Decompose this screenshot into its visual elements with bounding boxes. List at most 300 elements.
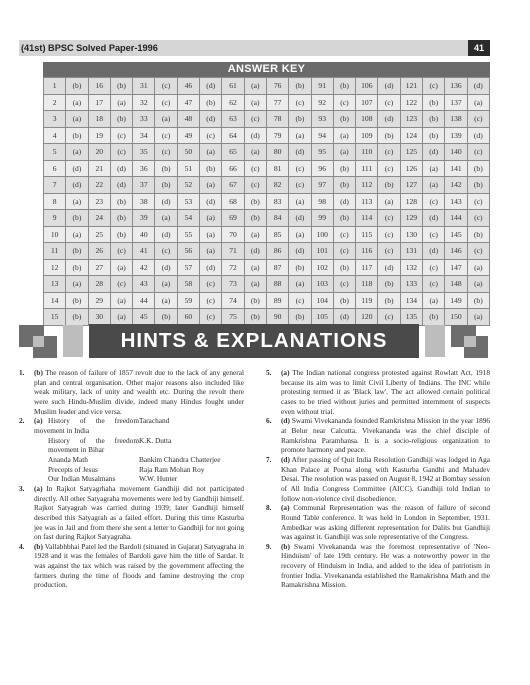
answer-cell: (d) <box>333 193 355 210</box>
answer-cell: (a) <box>155 210 177 227</box>
answer-cell: (d) <box>155 259 177 276</box>
question-number-cell: 106 <box>356 78 378 95</box>
answer-option: (a) <box>34 483 43 493</box>
question-number-cell: 4 <box>44 127 66 144</box>
page-number: 41 <box>468 40 490 56</box>
answer-cell: (d) <box>244 243 266 260</box>
answer-key-row <box>44 210 490 227</box>
question-number-cell: 48 <box>177 111 199 128</box>
answer-key-title: ANSWER KEY <box>43 62 490 77</box>
question-number-cell: 11 <box>44 243 66 260</box>
answer-cell: (b) <box>467 177 489 194</box>
question-number-cell: 75 <box>222 309 244 326</box>
answer-cell: (b) <box>155 309 177 326</box>
answer-cell: (b) <box>66 292 88 309</box>
section-title: HINTS & EXPLANATIONS <box>89 324 419 358</box>
answer-cell: (c) <box>155 243 177 260</box>
answer-cell: (a) <box>244 226 266 243</box>
explanation-item <box>266 368 490 416</box>
answer-option: (b) <box>34 541 43 551</box>
question-number-cell: 72 <box>222 259 244 276</box>
question-number-cell: 24 <box>88 210 110 227</box>
question-number-cell: 98 <box>311 193 333 210</box>
answer-cell: (d) <box>200 78 222 95</box>
answer-cell: (b) <box>333 177 355 194</box>
question-number-cell: 40 <box>133 226 155 243</box>
answer-cell: (c) <box>110 276 132 293</box>
question-number-cell: 7 <box>44 177 66 194</box>
question-number-cell: 35 <box>133 144 155 161</box>
question-number-cell: 3 <box>44 111 66 128</box>
answer-cell: (d) <box>289 243 311 260</box>
question-number-cell: 93 <box>311 111 333 128</box>
answer-cell: (b) <box>467 292 489 309</box>
answer-cell: (d) <box>378 111 400 128</box>
pair-right: K.K. Dutta <box>139 435 172 445</box>
answer-cell: (b) <box>110 193 132 210</box>
answer-cell: (c) <box>155 127 177 144</box>
question-number-cell: 54 <box>177 210 199 227</box>
answer-cell: (a) <box>467 259 489 276</box>
answer-key-row <box>44 243 490 260</box>
question-number-cell: 25 <box>88 226 110 243</box>
question-number-cell: 138 <box>445 111 467 128</box>
question-number-cell: 114 <box>356 210 378 227</box>
answer-cell: (c) <box>378 160 400 177</box>
answer-cell: (a) <box>378 193 400 210</box>
answer-cell: (d) <box>200 111 222 128</box>
question-number: 5. <box>266 368 272 377</box>
question-number-cell: 20 <box>88 144 110 161</box>
explanation-item <box>19 368 244 416</box>
answer-cell: (d) <box>244 127 266 144</box>
answer-cell: (c) <box>110 243 132 260</box>
answer-option: (d) <box>281 416 290 426</box>
match-pairs <box>34 416 244 484</box>
answer-cell: (a) <box>423 160 445 177</box>
answer-cell: (d) <box>378 259 400 276</box>
answer-cell: (b) <box>423 94 445 111</box>
question-number-cell: 111 <box>356 160 378 177</box>
answer-cell: (b) <box>66 78 88 95</box>
question-number-cell: 51 <box>177 160 199 177</box>
answer-cell: (d) <box>467 78 489 95</box>
question-number-cell: 116 <box>356 243 378 260</box>
answer-cell: (b) <box>200 94 222 111</box>
answer-cell: (a) <box>155 111 177 128</box>
answer-cell: (b) <box>244 210 266 227</box>
answer-cell: (c) <box>200 127 222 144</box>
question-number: 1. <box>19 368 25 377</box>
question-number-cell: 130 <box>400 226 422 243</box>
question-number-cell: 112 <box>356 177 378 194</box>
answer-cell: (a) <box>467 309 489 326</box>
answer-cell: (a) <box>66 226 88 243</box>
question-number-cell: 94 <box>311 127 333 144</box>
answer-option: (b) <box>34 368 43 377</box>
answer-cell: (a) <box>289 127 311 144</box>
decor-square <box>63 325 83 357</box>
pair-right: Raja Ram Mohan Roy <box>139 464 205 474</box>
question-number-cell: 13 <box>44 276 66 293</box>
question-number-cell: 142 <box>445 177 467 194</box>
question-number-cell: 132 <box>400 259 422 276</box>
question-number-cell: 18 <box>88 111 110 128</box>
question-number-cell: 68 <box>222 193 244 210</box>
answer-cell: (c) <box>155 144 177 161</box>
question-number-cell: 97 <box>311 177 333 194</box>
section-banner <box>19 322 490 360</box>
question-number-cell: 58 <box>177 276 199 293</box>
question-number-cell: 92 <box>311 94 333 111</box>
question-number-cell: 134 <box>400 292 422 309</box>
decor-square <box>33 336 44 347</box>
answer-cell: (d) <box>289 210 311 227</box>
answer-cell: (b) <box>333 210 355 227</box>
answer-cell: (a) <box>200 243 222 260</box>
question-number-cell: 146 <box>445 243 467 260</box>
answer-cell: (b) <box>66 127 88 144</box>
question-number-cell: 5 <box>44 144 66 161</box>
answer-option: (a) <box>34 416 43 426</box>
question-number: 8. <box>266 503 272 513</box>
question-number-cell: 21 <box>88 160 110 177</box>
answer-cell: (b) <box>333 259 355 276</box>
question-number-cell: 69 <box>222 210 244 227</box>
answer-cell: (b) <box>110 78 132 95</box>
question-number: 4. <box>19 541 25 551</box>
question-number-cell: 90 <box>266 309 288 326</box>
answer-cell: (c) <box>244 160 266 177</box>
question-number-cell: 23 <box>88 193 110 210</box>
question-number-cell: 129 <box>400 210 422 227</box>
question-number-cell: 28 <box>88 276 110 293</box>
question-number-cell: 9 <box>44 210 66 227</box>
answer-cell: (b) <box>378 127 400 144</box>
question-number-cell: 44 <box>133 292 155 309</box>
question-number-cell: 56 <box>177 243 199 260</box>
question-number: 3. <box>19 483 25 493</box>
answer-cell: (a) <box>244 94 266 111</box>
question-number-cell: 15 <box>44 309 66 326</box>
explanation-text: Communal Representation was the reason of failure of second Round Table conference. It was held in London in September, 1931. Ambedkar was asking different representation for Dalits but Gandhiji was against it. Gandhiji was sole representative of the Congress. <box>281 503 491 542</box>
question-number-cell: 46 <box>177 78 199 95</box>
question-number-cell: 149 <box>445 292 467 309</box>
answer-cell: (b) <box>467 226 489 243</box>
question-number-cell: 133 <box>400 276 422 293</box>
answer-cell: (d) <box>333 309 355 326</box>
pair-left: Precepts of Jesus <box>48 464 98 474</box>
question-number-cell: 80 <box>266 144 288 161</box>
explanation-item <box>19 542 244 590</box>
answer-cell: (a) <box>244 259 266 276</box>
question-number-cell: 104 <box>311 292 333 309</box>
answer-cell: (a) <box>66 193 88 210</box>
answer-option: (a) <box>281 503 290 513</box>
question-number-cell: 144 <box>445 210 467 227</box>
explanation-text: After passing of Quit India Resolution Gandhiji was lodged in Aga Khan Palace at Poona along with Kasturba Gandhi and Mahadev Desai. The resolution was passed on August 8, 1942 at Bombay session of All India Congress Committee (AICC). Gandhiji told Indian to follow non-violence civil disobedience. <box>281 454 491 503</box>
answer-cell: (c) <box>467 144 489 161</box>
question-number-cell: 89 <box>266 292 288 309</box>
question-number-cell: 41 <box>133 243 155 260</box>
answer-cell: (a) <box>244 276 266 293</box>
question-number-cell: 150 <box>445 309 467 326</box>
answer-cell: (b) <box>333 111 355 128</box>
question-number-cell: 79 <box>266 127 288 144</box>
question-number-cell: 63 <box>222 111 244 128</box>
question-number-cell: 33 <box>133 111 155 128</box>
answer-cell: (b) <box>423 111 445 128</box>
question-number-cell: 43 <box>133 276 155 293</box>
question-number-cell: 19 <box>88 127 110 144</box>
answer-cell: (c) <box>289 292 311 309</box>
question-number-cell: 85 <box>266 226 288 243</box>
question-number-cell: 100 <box>311 226 333 243</box>
explanation-text: Swami Vivekananda was the foremost representative of 'Neo-Hinduism' of late 19th century. He was a noteworthy power in the recovery of Hinduism in India, and added to the idea of patriotism in frontier India. Vivekananda established the Ramakrishna Math and the Ramakrishna Mission. <box>281 541 490 590</box>
answer-key-row <box>44 276 490 293</box>
answer-cell: (a) <box>244 78 266 95</box>
question-number-cell: 27 <box>88 259 110 276</box>
question-number-cell: 14 <box>44 292 66 309</box>
answer-cell: (c) <box>333 226 355 243</box>
question-number-cell: 37 <box>133 177 155 194</box>
question-number-cell: 118 <box>356 276 378 293</box>
question-number-cell: 119 <box>356 292 378 309</box>
answer-cell: (a) <box>289 226 311 243</box>
question-number-cell: 99 <box>311 210 333 227</box>
answer-cell: (a) <box>110 292 132 309</box>
question-number-cell: 42 <box>133 259 155 276</box>
answer-option: (d) <box>281 454 290 464</box>
question-number-cell: 36 <box>133 160 155 177</box>
answer-cell: (c) <box>200 276 222 293</box>
answer-cell: (c) <box>200 292 222 309</box>
answer-cell: (c) <box>110 144 132 161</box>
question-number-cell: 113 <box>356 193 378 210</box>
pair-right: Bankim Chandra Chatterjee <box>139 454 221 464</box>
answer-cell: (d) <box>155 226 177 243</box>
question-number-cell: 147 <box>445 259 467 276</box>
explanation-item <box>266 455 490 503</box>
answer-cell: (d) <box>66 160 88 177</box>
pair-left: Ananda Math <box>48 454 88 464</box>
question-number-cell: 81 <box>266 160 288 177</box>
answer-cell: (a) <box>467 94 489 111</box>
answer-cell: (a) <box>244 144 266 161</box>
answer-key-table <box>43 77 490 326</box>
answer-cell: (a) <box>333 127 355 144</box>
decor-square <box>464 336 476 347</box>
pair-left: Our Indian Musalmans <box>48 474 116 484</box>
answer-cell: (d) <box>200 193 222 210</box>
question-number-cell: 34 <box>133 127 155 144</box>
question-number-cell: 87 <box>266 259 288 276</box>
answer-cell: (c) <box>423 259 445 276</box>
question-number-cell: 86 <box>266 243 288 260</box>
question-number-cell: 88 <box>266 276 288 293</box>
answer-cell: (c) <box>378 210 400 227</box>
answer-cell: (a) <box>423 292 445 309</box>
answer-cell: (b) <box>378 177 400 194</box>
answer-cell: (b) <box>110 111 132 128</box>
question-number-cell: 38 <box>133 193 155 210</box>
answer-cell: (b) <box>155 177 177 194</box>
question-number-cell: 47 <box>177 94 199 111</box>
question-number-cell: 108 <box>356 111 378 128</box>
question-number: 7. <box>266 454 272 464</box>
answer-key-row <box>44 292 490 309</box>
question-number-cell: 12 <box>44 259 66 276</box>
answer-cell: (c) <box>423 276 445 293</box>
pair-right: W.W. Hunter <box>139 474 178 484</box>
answer-cell: (b) <box>66 259 88 276</box>
question-number-cell: 101 <box>311 243 333 260</box>
answer-cell: (b) <box>423 309 445 326</box>
question-number-cell: 121 <box>400 78 422 95</box>
question-number-cell: 135 <box>400 309 422 326</box>
question-number-cell: 32 <box>133 94 155 111</box>
answer-key <box>43 62 490 326</box>
question-number-cell: 127 <box>400 177 422 194</box>
answer-cell: (a) <box>66 144 88 161</box>
pair-left: History of the freedom movement in Bihar <box>48 435 139 455</box>
question-number-cell: 126 <box>400 160 422 177</box>
answer-cell: (c) <box>333 243 355 260</box>
answer-cell: (a) <box>423 177 445 194</box>
answer-cell: (b) <box>244 292 266 309</box>
question-number-cell: 30 <box>88 309 110 326</box>
answer-cell: (a) <box>467 276 489 293</box>
answer-cell: (a) <box>110 94 132 111</box>
answer-cell: (b) <box>378 292 400 309</box>
question-number-cell: 125 <box>400 144 422 161</box>
answer-cell: (b) <box>378 276 400 293</box>
explanation-item <box>266 503 490 542</box>
answer-cell: (c) <box>244 177 266 194</box>
question-number-cell: 8 <box>44 193 66 210</box>
answer-cell: (c) <box>110 127 132 144</box>
answer-cell: (a) <box>289 276 311 293</box>
question-number-cell: 22 <box>88 177 110 194</box>
answer-cell: (d) <box>66 177 88 194</box>
answer-key-row <box>44 127 490 144</box>
question-number: 9. <box>266 541 272 551</box>
answer-cell: (c) <box>423 193 445 210</box>
answer-cell: (c) <box>467 111 489 128</box>
answer-cell: (d) <box>423 144 445 161</box>
answer-key-row <box>44 177 490 194</box>
question-number-cell: 96 <box>311 160 333 177</box>
question-number-cell: 83 <box>266 193 288 210</box>
answer-cell: (d) <box>467 127 489 144</box>
answer-cell: (a) <box>155 292 177 309</box>
answer-cell: (c) <box>289 160 311 177</box>
question-number-cell: 49 <box>177 127 199 144</box>
answer-cell: (a) <box>289 193 311 210</box>
question-number-cell: 109 <box>356 127 378 144</box>
answer-key-row <box>44 226 490 243</box>
question-number-cell: 143 <box>445 193 467 210</box>
question-number-cell: 74 <box>222 292 244 309</box>
answer-cell: (c) <box>378 243 400 260</box>
answer-cell: (b) <box>66 309 88 326</box>
answer-cell: (b) <box>66 243 88 260</box>
answer-cell: (b) <box>200 160 222 177</box>
answer-cell: (c) <box>423 226 445 243</box>
question-number-cell: 57 <box>177 259 199 276</box>
decor-square <box>425 325 445 357</box>
answer-cell: (c) <box>467 193 489 210</box>
question-number-cell: 110 <box>356 144 378 161</box>
question-number-cell: 52 <box>177 177 199 194</box>
question-number-cell: 136 <box>445 78 467 95</box>
question-number-cell: 66 <box>222 160 244 177</box>
answer-cell: (b) <box>467 160 489 177</box>
question-number-cell: 17 <box>88 94 110 111</box>
question-number-cell: 91 <box>311 78 333 95</box>
answer-cell: (a) <box>110 309 132 326</box>
question-number-cell: 71 <box>222 243 244 260</box>
question-number-cell: 6 <box>44 160 66 177</box>
answer-cell: (d) <box>378 78 400 95</box>
question-number-cell: 73 <box>222 276 244 293</box>
question-number-cell: 60 <box>177 309 199 326</box>
answer-cell: (d) <box>155 193 177 210</box>
explanation-item <box>266 542 490 590</box>
answer-key-row <box>44 111 490 128</box>
answer-cell: (a) <box>66 276 88 293</box>
answer-cell: (d) <box>110 177 132 194</box>
page-header <box>19 40 490 56</box>
answer-cell: (c) <box>467 210 489 227</box>
question-number-cell: 103 <box>311 276 333 293</box>
question-number-cell: 137 <box>445 94 467 111</box>
explanations-right-column <box>266 368 490 590</box>
question-number-cell: 84 <box>266 210 288 227</box>
answer-cell: (c) <box>244 111 266 128</box>
answer-key-row <box>44 193 490 210</box>
answer-cell: (a) <box>200 177 222 194</box>
explanation-item <box>19 484 244 542</box>
question-number-cell: 145 <box>445 226 467 243</box>
question-number-cell: 105 <box>311 309 333 326</box>
answer-option: (a) <box>281 368 290 377</box>
question-number-cell: 62 <box>222 94 244 111</box>
answer-cell: (b) <box>110 226 132 243</box>
answer-cell: (b) <box>244 193 266 210</box>
answer-cell: (a) <box>66 94 88 111</box>
answer-cell: (c) <box>333 276 355 293</box>
question-number-cell: 16 <box>88 78 110 95</box>
answer-cell: (b) <box>333 292 355 309</box>
question-number-cell: 10 <box>44 226 66 243</box>
question-number-cell: 141 <box>445 160 467 177</box>
question-number-cell: 140 <box>445 144 467 161</box>
question-number: 2. <box>19 416 25 426</box>
answer-cell: (b) <box>244 309 266 326</box>
pair-right: Tarachand <box>139 416 170 426</box>
explanation-item <box>266 416 490 455</box>
question-number-cell: 124 <box>400 127 422 144</box>
answer-cell: (b) <box>333 160 355 177</box>
answer-cell: (c) <box>289 177 311 194</box>
question-number-cell: 77 <box>266 94 288 111</box>
answer-cell: (c) <box>200 309 222 326</box>
answer-key-row <box>44 144 490 161</box>
answer-key-row <box>44 78 490 95</box>
question-number-cell: 67 <box>222 177 244 194</box>
question-number-cell: 76 <box>266 78 288 95</box>
